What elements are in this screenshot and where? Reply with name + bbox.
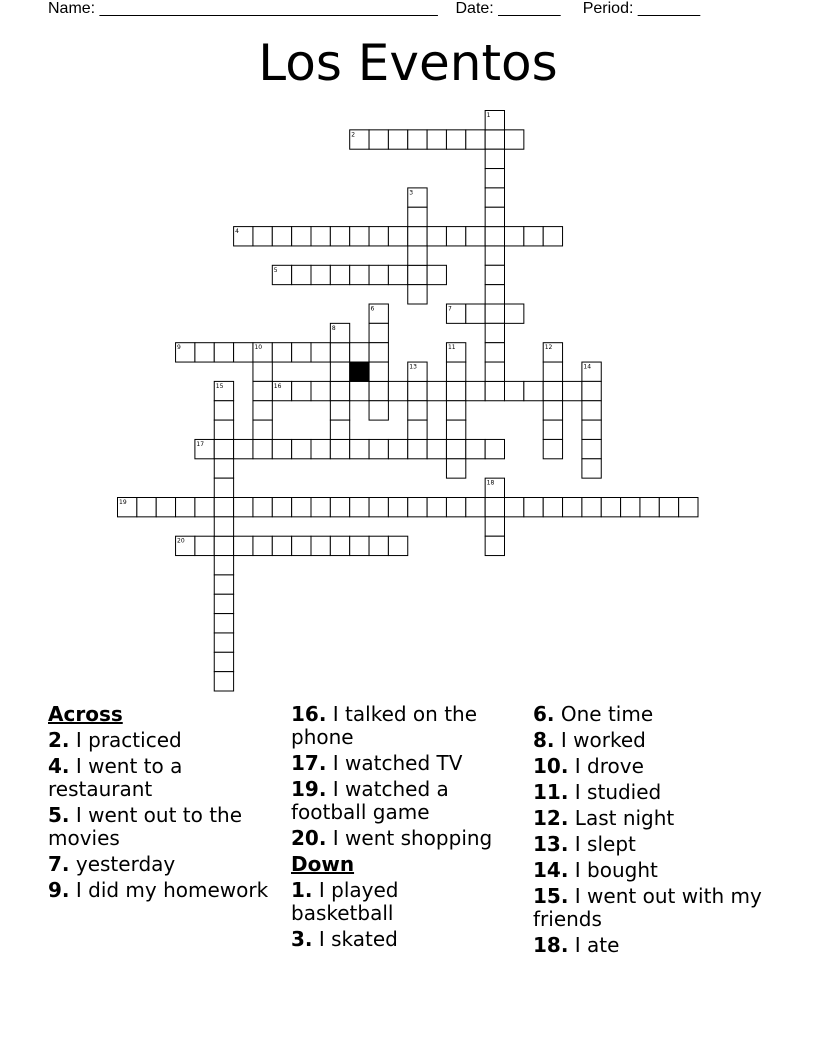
clue-number-1: 1 (486, 112, 491, 119)
clue-number-3: 3 (409, 189, 414, 197)
clue-number-16: 16 (273, 382, 282, 390)
grid-cell[interactable] (485, 188, 504, 207)
grid-cell[interactable] (214, 498, 233, 517)
grid-cell[interactable] (330, 381, 349, 400)
grid-cell[interactable] (195, 498, 214, 517)
grid-cell[interactable] (446, 401, 465, 420)
grid-cell[interactable] (272, 343, 291, 362)
grid-cell[interactable] (253, 227, 272, 246)
grid-cell[interactable] (582, 381, 601, 400)
grid-cell[interactable] (408, 285, 427, 304)
grid-cell[interactable] (214, 594, 233, 613)
clue-down-11: 11. I studied (533, 780, 662, 804)
grid-cell[interactable] (485, 362, 504, 381)
grid-cell[interactable] (292, 227, 311, 246)
grid-cell[interactable] (427, 130, 446, 149)
grid-cell[interactable] (369, 227, 388, 246)
grid-cell[interactable] (330, 401, 349, 420)
clue-across-5: 5. I went out to the movies (48, 803, 243, 850)
grid-cell[interactable] (253, 362, 272, 381)
grid-cell[interactable] (369, 130, 388, 149)
grid-cell[interactable] (601, 498, 620, 517)
grid-cell[interactable] (485, 246, 504, 265)
grid-cell[interactable] (505, 381, 524, 400)
down-heading: Down (291, 852, 355, 876)
grid-cell[interactable] (369, 498, 388, 517)
clues-column-2 (291, 703, 506, 954)
grid-cell[interactable] (408, 381, 427, 400)
grid-cell[interactable] (311, 498, 330, 517)
clue-number-10: 10 (254, 344, 263, 352)
grid-cell[interactable] (446, 130, 465, 149)
grid-cell[interactable] (524, 227, 543, 246)
grid-cell[interactable] (446, 227, 465, 246)
grid-cell[interactable] (408, 207, 427, 226)
grid-cell[interactable] (388, 498, 407, 517)
grid-cell[interactable] (311, 227, 330, 246)
clue-down-3: 3. I skated (291, 927, 398, 951)
grid-cell[interactable] (369, 439, 388, 458)
grid-cell[interactable] (350, 343, 369, 362)
grid-cell[interactable] (563, 498, 582, 517)
clue-number-11: 11 (447, 344, 456, 352)
clue-number-17: 17 (196, 440, 205, 448)
grid-cell[interactable] (214, 672, 233, 691)
grid-cell[interactable] (446, 498, 465, 517)
grid-cell[interactable] (311, 536, 330, 555)
clue-across-7: 7. yesterday (48, 852, 176, 876)
clue-number-7: 7 (447, 305, 452, 313)
grid-cell[interactable] (253, 420, 272, 439)
grid-cell[interactable] (543, 420, 562, 439)
clue-number-9: 9 (177, 344, 181, 352)
grid-cell[interactable] (543, 498, 562, 517)
grid-cell[interactable] (408, 498, 427, 517)
clue-number-14: 14 (583, 363, 592, 371)
grid-cell[interactable] (253, 381, 272, 400)
grid-cell[interactable] (388, 381, 407, 400)
grid-cell[interactable] (156, 498, 175, 517)
grid-cell[interactable] (330, 439, 349, 458)
grid-cell[interactable] (214, 401, 233, 420)
grid-cell[interactable] (524, 498, 543, 517)
grid-cell[interactable] (253, 498, 272, 517)
grid-cell[interactable] (388, 265, 407, 284)
clue-number-13: 13 (409, 363, 417, 371)
grid-cell[interactable] (272, 439, 291, 458)
grid-cell[interactable] (582, 401, 601, 420)
grid-cell[interactable] (466, 130, 485, 149)
clues-column-3 (533, 703, 763, 960)
clue-down-6: 6. One time (533, 702, 654, 726)
grid-cell[interactable] (330, 227, 349, 246)
clue-down-12: 12. Last night (533, 806, 675, 830)
grid-cell[interactable] (272, 536, 291, 555)
date-field-label[interactable]: Date: _______ (455, 0, 561, 17)
grid-cell[interactable] (640, 498, 659, 517)
grid-cell[interactable] (214, 420, 233, 439)
grid-cell[interactable] (485, 130, 504, 149)
grid-cell[interactable] (524, 381, 543, 400)
clue-down-8: 8. I worked (533, 728, 646, 752)
grid-cell[interactable] (582, 420, 601, 439)
grid-cell[interactable] (446, 459, 465, 478)
grid-cell[interactable] (234, 536, 253, 555)
clue-down-18: 18. I ate (533, 933, 620, 957)
clue-number-5: 5 (273, 266, 278, 274)
grid-cell[interactable] (214, 536, 233, 555)
grid-cell[interactable] (485, 439, 504, 458)
clue-across-16: 16. I talked on the phone (291, 702, 478, 749)
grid-cell[interactable] (195, 536, 214, 555)
grid-cell[interactable] (505, 130, 524, 149)
grid-cell[interactable] (408, 401, 427, 420)
grid-cell[interactable] (543, 439, 562, 458)
grid-cell[interactable] (234, 498, 253, 517)
clue-across-4: 4. I went to a restaurant (48, 754, 183, 801)
clue-down-13: 13. I slept (533, 832, 636, 856)
page-title: Los Eventos (258, 34, 558, 92)
grid-cell[interactable] (214, 517, 233, 536)
grid-cell[interactable] (350, 439, 369, 458)
period-field-label[interactable]: Period: _______ (582, 0, 701, 17)
grid-cell[interactable] (582, 498, 601, 517)
grid-cell[interactable] (137, 498, 156, 517)
grid-cell[interactable] (369, 362, 388, 381)
grid-cell[interactable] (485, 381, 504, 400)
grid-cell[interactable] (350, 498, 369, 517)
clue-down-1: 1. I played basketball (291, 878, 399, 925)
grid-cell[interactable] (505, 227, 524, 246)
grid-cell[interactable] (311, 381, 330, 400)
grid-cell[interactable] (466, 439, 485, 458)
clue-number-18: 18 (486, 479, 495, 487)
clue-down-10: 10. I drove (533, 754, 644, 778)
clue-number-19: 19 (119, 499, 127, 506)
grid-cell[interactable] (388, 130, 407, 149)
grid-cell[interactable] (350, 265, 369, 284)
grid-cell[interactable] (582, 459, 601, 478)
grid-cell[interactable] (369, 323, 388, 342)
clue-number-8: 8 (331, 324, 336, 332)
grid-cell[interactable] (466, 227, 485, 246)
grid-cell[interactable] (311, 343, 330, 362)
grid-cell[interactable] (350, 536, 369, 555)
grid-cell[interactable] (214, 556, 233, 575)
grid-cell[interactable] (176, 498, 195, 517)
grid-cell[interactable] (214, 439, 233, 458)
grid-cell[interactable] (408, 227, 427, 246)
clue-number-6: 6 (370, 305, 375, 313)
grid-cell[interactable] (408, 130, 427, 149)
grid-cell[interactable] (427, 381, 446, 400)
grid-cell[interactable] (214, 633, 233, 652)
grid-cell[interactable] (214, 575, 233, 594)
grid-cell[interactable] (408, 420, 427, 439)
grid-cell[interactable] (427, 439, 446, 458)
grid-cell[interactable] (272, 498, 291, 517)
grid-cell[interactable] (195, 343, 214, 362)
grid-cell[interactable] (543, 381, 562, 400)
grid-cell[interactable] (292, 498, 311, 517)
clue-across-9: 9. I did my homework (48, 878, 269, 902)
grid-cell[interactable] (408, 265, 427, 284)
grid-cell[interactable] (311, 265, 330, 284)
clue-across-17: 17. I watched TV (291, 751, 463, 775)
grid-cell[interactable] (350, 227, 369, 246)
grid-cell[interactable] (330, 536, 349, 555)
grid-cell[interactable] (369, 401, 388, 420)
grid-cell[interactable] (427, 498, 446, 517)
grid-cell[interactable] (408, 246, 427, 265)
grid-cell[interactable] (408, 439, 427, 458)
grid-cell[interactable] (214, 614, 233, 633)
clue-number-12: 12 (544, 344, 553, 352)
grid-cell[interactable] (388, 536, 407, 555)
grid-cell[interactable] (369, 381, 388, 400)
grid-cell[interactable] (485, 304, 504, 323)
grid-cell[interactable] (485, 517, 504, 536)
grid-cell[interactable] (292, 536, 311, 555)
grid-cell[interactable] (543, 362, 562, 381)
grid-cell[interactable] (485, 265, 504, 284)
clues-column-1 (48, 703, 273, 905)
grid-cell[interactable] (466, 381, 485, 400)
grid-cell[interactable] (485, 149, 504, 168)
grid-cell[interactable] (272, 227, 291, 246)
grid-cell[interactable] (253, 536, 272, 555)
grid-cell[interactable] (292, 265, 311, 284)
grid-cell-black (350, 362, 369, 381)
clue-number-20: 20 (177, 537, 185, 545)
grid-cell[interactable] (485, 323, 504, 342)
grid-cell[interactable] (253, 401, 272, 420)
across-heading: Across (48, 702, 123, 726)
grid-cell[interactable] (292, 343, 311, 362)
grid-cell[interactable] (505, 304, 524, 323)
grid-cell[interactable] (214, 459, 233, 478)
grid-cell[interactable] (485, 227, 504, 246)
clue-down-14: 14. I bought (533, 858, 658, 882)
grid-cell[interactable] (446, 381, 465, 400)
grid-cell[interactable] (505, 498, 524, 517)
grid-cell[interactable] (563, 381, 582, 400)
grid-cell[interactable] (214, 652, 233, 671)
grid-cell[interactable] (485, 169, 504, 188)
grid-cell[interactable] (330, 265, 349, 284)
grid-cell[interactable] (466, 304, 485, 323)
grid-cell[interactable] (330, 420, 349, 439)
grid-cell[interactable] (369, 343, 388, 362)
grid-cell[interactable] (330, 498, 349, 517)
grid-cell[interactable] (234, 343, 253, 362)
grid-cell[interactable] (543, 227, 562, 246)
grid-cell[interactable] (446, 439, 465, 458)
grid-cell[interactable] (330, 343, 349, 362)
name-field-label[interactable]: Name: ______________________________________ (48, 0, 438, 17)
grid-cell[interactable] (485, 343, 504, 362)
grid-cell[interactable] (388, 439, 407, 458)
clue-across-19: 19. I watched a football game (291, 777, 449, 824)
grid-cell[interactable] (485, 498, 504, 517)
grid-cell[interactable] (659, 498, 678, 517)
grid-cell[interactable] (446, 362, 465, 381)
grid-cell[interactable] (485, 207, 504, 226)
clue-down-15: 15. I went out with my friends (533, 884, 762, 931)
grid-cell[interactable] (388, 227, 407, 246)
grid-cell[interactable] (292, 381, 311, 400)
clue-number-4: 4 (235, 228, 239, 236)
clue-across-20: 20. I went shopping (291, 826, 493, 850)
clue-across-2: 2. I practiced (48, 728, 182, 752)
grid-cell[interactable] (485, 536, 504, 555)
grid-cell[interactable] (311, 439, 330, 458)
grid-cell[interactable] (253, 439, 272, 458)
grid-cell[interactable] (427, 265, 446, 284)
grid-cell[interactable] (234, 439, 253, 458)
grid-cell[interactable] (679, 498, 698, 517)
clue-number-2: 2 (351, 131, 356, 139)
grid-cell[interactable] (292, 439, 311, 458)
grid-cell[interactable] (427, 227, 446, 246)
grid-cell[interactable] (446, 420, 465, 439)
grid-cell[interactable] (466, 498, 485, 517)
grid-cell[interactable] (330, 362, 349, 381)
grid-cell[interactable] (485, 285, 504, 304)
grid-cell[interactable] (214, 478, 233, 497)
clue-number-15: 15 (215, 382, 224, 390)
grid-cell[interactable] (621, 498, 640, 517)
grid-cell[interactable] (369, 265, 388, 284)
grid-cell[interactable] (543, 401, 562, 420)
grid-cell[interactable] (582, 439, 601, 458)
grid-cell[interactable] (350, 381, 369, 400)
grid-cell[interactable] (369, 536, 388, 555)
grid-cell[interactable] (214, 343, 233, 362)
